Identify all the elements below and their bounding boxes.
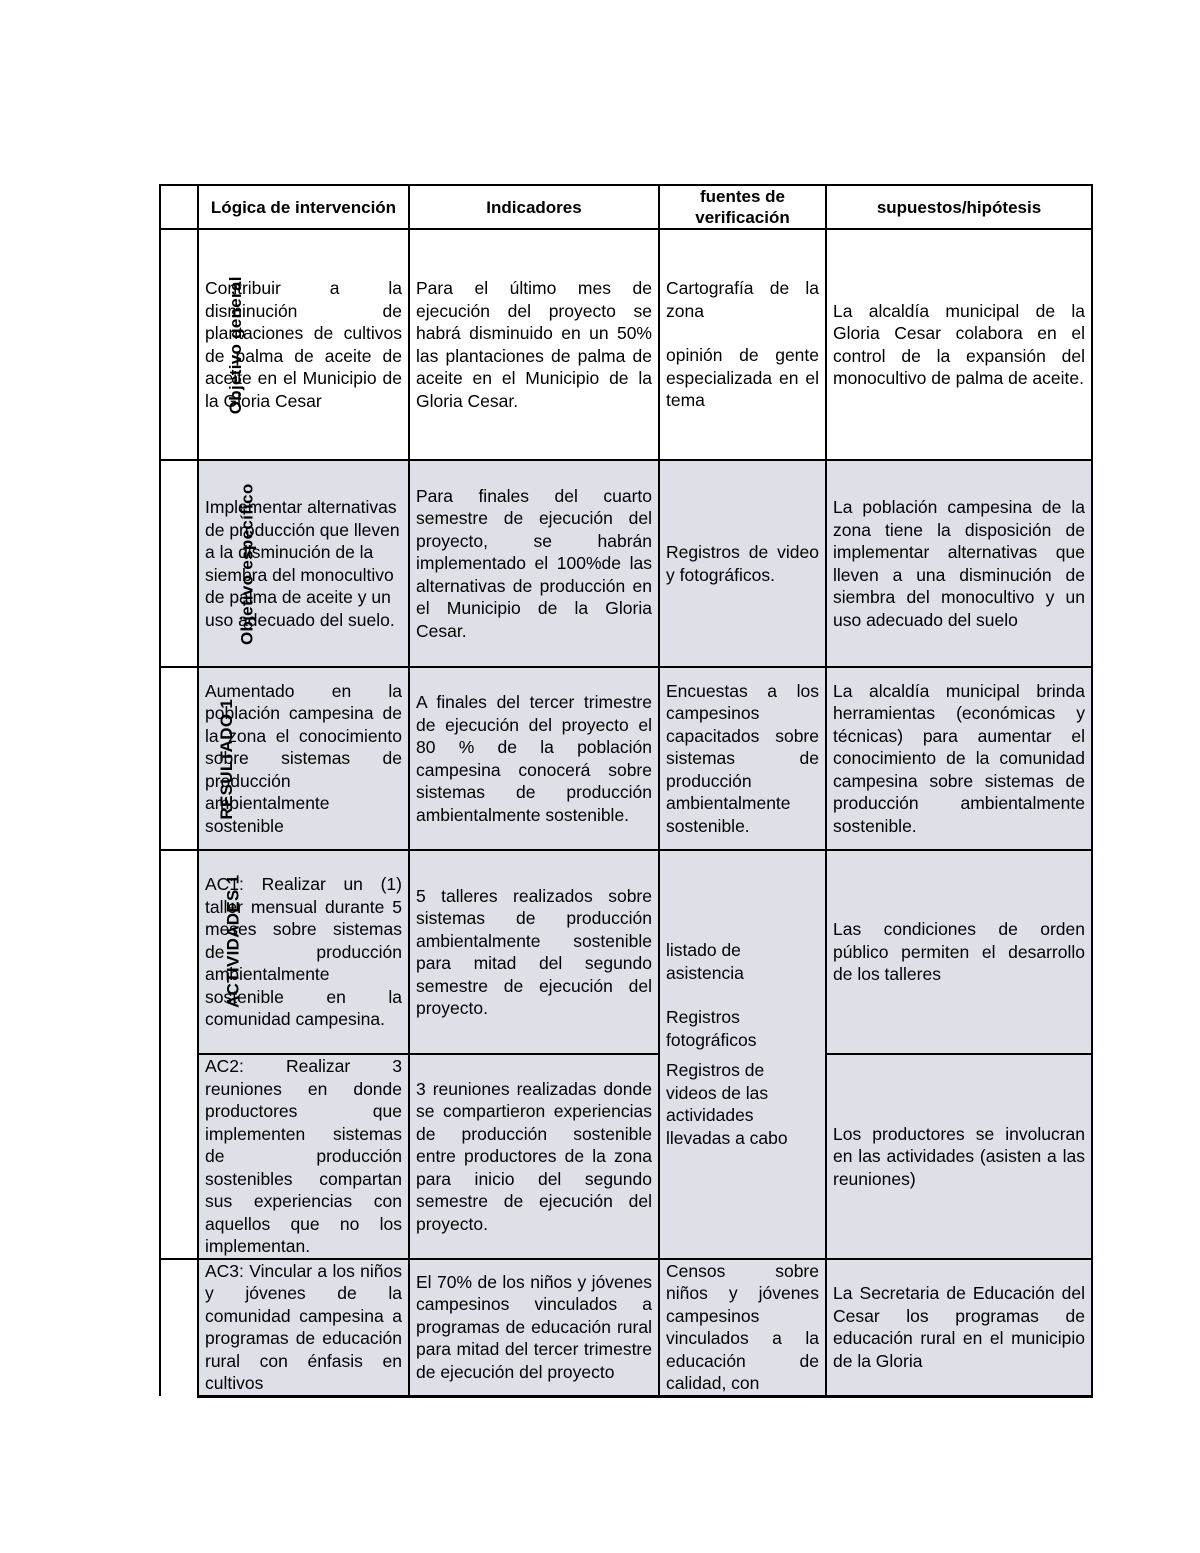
ac1-supuestos: Las condiciones de orden público permiten el desarrollo de los talleres	[826, 850, 1092, 1054]
row-label-ac3-blank	[160, 1259, 198, 1397]
logical-framework-table	[159, 184, 1093, 1398]
header-row	[160, 185, 1092, 229]
objetivo-especifico-supuestos: La población campesina de la zona tiene la disposición de implementar alternativas que lleven a una disminución de siembra del monocultivo y un uso adecuado del suelo	[826, 460, 1092, 667]
ac3-fuentes: Censos sobre niños y jóvenes campesinos vinculados a la educación de calidad, con	[659, 1259, 826, 1397]
header-fuentes: fuentes de verificación	[659, 185, 826, 229]
ac-fuentes-2: Registros fotográficos	[666, 1007, 757, 1050]
resultado-1-indicadores: A finales del tercer trimestre de ejecución del proyecto el 80 % de la población campesina conocerá sobre sistemas de producción ambientalmente sostenible.	[409, 667, 659, 850]
ac-fuentes-1: listado de asistencia	[666, 940, 744, 983]
header-corner	[160, 185, 198, 229]
row-ac1	[160, 850, 1092, 1054]
objetivo-general-fuentes	[659, 229, 826, 460]
row-objetivo-especifico	[160, 460, 1092, 667]
ac2-indicadores: 3 reuniones realizadas donde se compartieron experiencias de producción sostenible entre productores de la zona para inicio del segundo semestre de ejecución del proyecto.	[409, 1054, 659, 1259]
row-ac2	[160, 1054, 1092, 1259]
header-supuestos: supuestos/hipótesis	[826, 185, 1092, 229]
row-resultado-1	[160, 667, 1092, 850]
ac2-logica: AC2: Realizar 3 reuniones en donde productores que implementen sistemas de producción sostenibles compartan sus experiencias con aquellos que no los implementan.	[198, 1054, 409, 1259]
row-label-objetivo-general: Objetivo general	[160, 229, 198, 460]
header-indicadores: Indicadores	[409, 185, 659, 229]
ac1-logica: AC1: Realizar un (1) taller mensual durante 5 meses sobre sistemas de producción ambientalmente sostenible en la comunidad campesina.	[198, 850, 409, 1054]
objetivo-general-fuentes-2: opinión de gente especializada en el tema	[666, 345, 819, 411]
ac2-supuestos: Los productores se involucran en las actividades (asisten a las reuniones)	[826, 1054, 1092, 1259]
header-logica: Lógica de intervención	[198, 185, 409, 229]
objetivo-especifico-fuentes: Registros de video y fotográficos.	[659, 460, 826, 667]
resultado-1-supuestos: La alcaldía municipal brinda herramientas (económicas y técnicas) para aumentar el conocimiento de la comunidad campesina sobre sistemas de producción ambientalmente sostenible.	[826, 667, 1092, 850]
objetivo-general-indicadores: Para el último mes de ejecución del proyecto se habrá disminuido en un 50% las plantaciones de palma de aceite en el Municipio de la Gloria Cesar.	[409, 229, 659, 460]
ac3-supuestos: La Secretaria de Educación del Cesar los programas de educación rural en el municipio de la Gloria	[826, 1259, 1092, 1397]
row-label-actividades-1: ACTIVIDADES 1	[160, 850, 198, 1259]
ac-fuentes-3: Registros de videos de las actividades llevadas a cabo	[666, 1060, 788, 1148]
row-label-objetivo-especifico: Objetivo específico	[160, 460, 198, 667]
ac3-indicadores: El 70% de los niños y jóvenes campesinos vinculados a programas de educación rural para mitad del tercer trimestre de ejecución del proyecto	[409, 1259, 659, 1397]
row-objetivo-general	[160, 229, 1092, 460]
resultado-1-fuentes: Encuestas a los campesinos capacitados sobre sistemas de producción ambientalmente sostenible.	[659, 667, 826, 850]
objetivo-general-fuentes-1: Cartografía de la zona	[666, 278, 819, 321]
objetivo-especifico-logica: Implementar alternativas de producción que lleven a la disminución de la siembra del monocultivo de palma de aceite y un uso adecuado del suelo.	[198, 460, 409, 667]
row-ac3	[160, 1259, 1092, 1397]
row-label-resultado-1: RESULTADO 1	[160, 667, 198, 850]
objetivo-general-logica: Contribuir a la disminución de plantaciones de cultivos de palma de aceite de aceite en el Municipio de la Gloria Cesar	[198, 229, 409, 460]
objetivo-general-supuestos: La alcaldía municipal de la Gloria Cesar colabora en el control de la expansión del monocultivo de palma de aceite.	[826, 229, 1092, 460]
ac1-ac2-fuentes	[659, 850, 826, 1259]
ac1-indicadores: 5 talleres realizados sobre sistemas de producción ambientalmente sostenible para mitad del segundo semestre de ejecución del proyecto.	[409, 850, 659, 1054]
objetivo-especifico-indicadores: Para finales del cuarto semestre de ejecución del proyecto, se habrán implementado el 100%de las alternativas de producción en el Municipio de la Gloria Cesar.	[409, 460, 659, 667]
resultado-1-logica: Aumentado en la población campesina de la zona el conocimiento sobre sistemas de producción ambientalmente sostenible	[198, 667, 409, 850]
ac3-logica: AC3: Vincular a los niños y jóvenes de la comunidad campesina a programas de educación rural con énfasis en cultivos	[198, 1259, 409, 1397]
